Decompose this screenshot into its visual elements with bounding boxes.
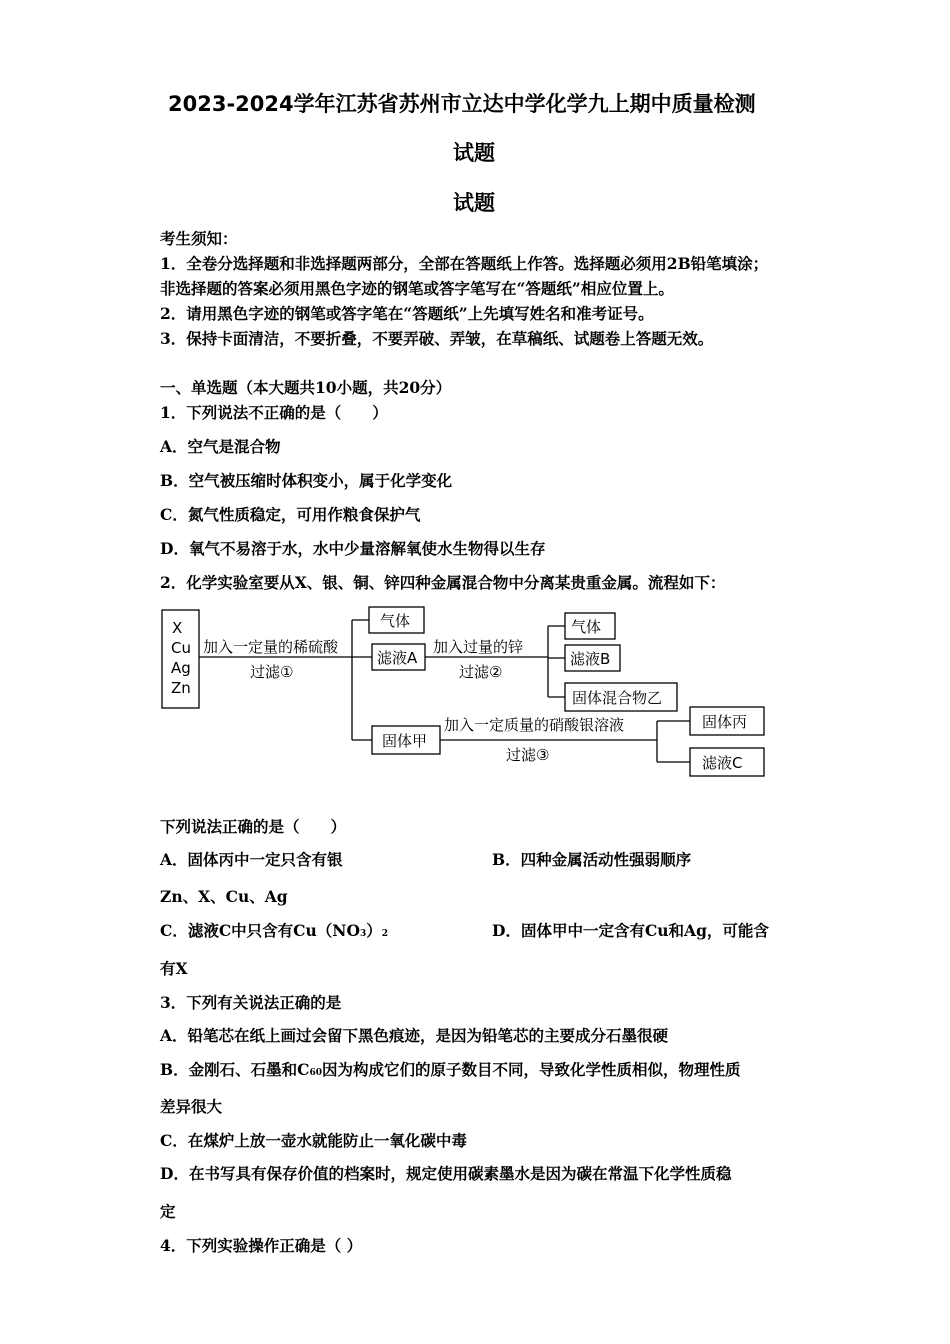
q1-stem: 1．下列说法不正确的是（ ） (160, 403, 388, 422)
q4-stem: 4．下列实验操作正确是（ ） (160, 1236, 363, 1255)
q1-option-a: A．空气是混合物 (160, 437, 281, 456)
step1-label: 加入一定量的稀硫酸 (203, 638, 339, 656)
page-title: 2023-2024学年江苏省苏州市立达中学化学九上期中质量检测 (168, 92, 756, 116)
section-heading: 一、单选题（本大题共10小题，共20分） (160, 378, 452, 397)
q2-question: 下列说法正确的是（ ） (160, 817, 347, 836)
q2-option-d: D．固体甲中一定含有Cu和Ag，可能含 (492, 921, 769, 940)
metal-x: X (172, 619, 183, 637)
notice-item-3: 3．保持卡面清洁，不要折叠，不要弄破、弄皱，在草稿纸、试题卷上答题无效。 (160, 329, 714, 348)
step3-filter: 过滤③ (506, 746, 550, 764)
q3-option-d-cont: 定 (160, 1202, 176, 1221)
page-title-line2: 试题 (453, 141, 495, 165)
q2-option-b: B．四种金属活动性强弱顺序 (492, 850, 692, 869)
q1-option-c: C．氮气性质稳定，可用作粮食保护气 (160, 505, 421, 524)
q2-stem: 2．化学实验室要从X、银、铜、锌四种金属混合物中分离某贵重金属。流程如下： (160, 573, 726, 592)
q1-option-b: B．空气被压缩时体积变小，属于化学变化 (160, 471, 453, 490)
gas2-label: 气体 (571, 618, 602, 636)
q1-option-d: D．氧气不易溶于水，水中少量溶解氧使水生物得以生存 (160, 539, 546, 558)
step2-label: 加入过量的锌 (433, 638, 524, 656)
q2-option-c: C．滤液C中只含有Cu（NO3）2 (160, 921, 388, 940)
step3-label: 加入一定质量的硝酸银溶液 (444, 716, 625, 734)
q2-option-d-cont: 有X (160, 959, 188, 978)
q3-option-b: B．金刚石、石墨和C60因为构成它们的原子数目不同，导致化学性质相似，物理性质 (160, 1060, 741, 1079)
notice-item-1: 1．全卷分选择题和非选择题两部分，全部在答题纸上作答。选择题必须用2B铅笔填涂； (160, 254, 769, 273)
q2-option-b-cont: Zn、X、Cu、Ag (160, 887, 288, 906)
notice-item-2: 2．请用黑色字迹的钢笔或答字笔在“答题纸”上先填写姓名和准考证号。 (160, 304, 654, 323)
filtrate-b-label: 滤液B (570, 650, 611, 668)
q3-option-a: A．铅笔芯在纸上画过会留下黑色痕迹，是因为铅笔芯的主要成分石墨很硬 (160, 1026, 669, 1045)
notice-item-1-cont: 非选择题的答案必须用黑色字迹的钢笔或答字笔写在“答题纸”相应位置上。 (160, 279, 674, 298)
notice-heading: 考生须知： (160, 229, 238, 248)
page-subtitle: 试题 (453, 191, 495, 215)
solid-mix-b-label: 固体混合物乙 (572, 689, 663, 707)
step2-filter: 过滤② (459, 663, 503, 681)
q2-option-a: A．固体丙中一定只含有银 (160, 850, 343, 869)
q3-option-b-cont: 差异很大 (160, 1097, 223, 1116)
filtrate-c-label: 滤液C (702, 754, 743, 772)
filtrate-a-label: 滤液A (377, 649, 418, 667)
solid-c-label: 固体丙 (702, 713, 748, 731)
solid-a-label: 固体甲 (382, 732, 428, 750)
metal-cu: Cu (171, 639, 191, 657)
q3-option-c: C．在煤炉上放一壶水就能防止一氧化碳中毒 (160, 1131, 467, 1150)
step1-filter: 过滤① (250, 663, 294, 681)
metal-zn: Zn (171, 679, 191, 697)
gas1-label: 气体 (380, 612, 411, 630)
q3-option-d: D．在书写具有保存价值的档案时，规定使用碳素墨水是因为碳在常温下化学性质稳 (160, 1164, 732, 1183)
q3-stem: 3．下列有关说法正确的是 (160, 993, 342, 1012)
metal-ag: Ag (171, 659, 191, 677)
